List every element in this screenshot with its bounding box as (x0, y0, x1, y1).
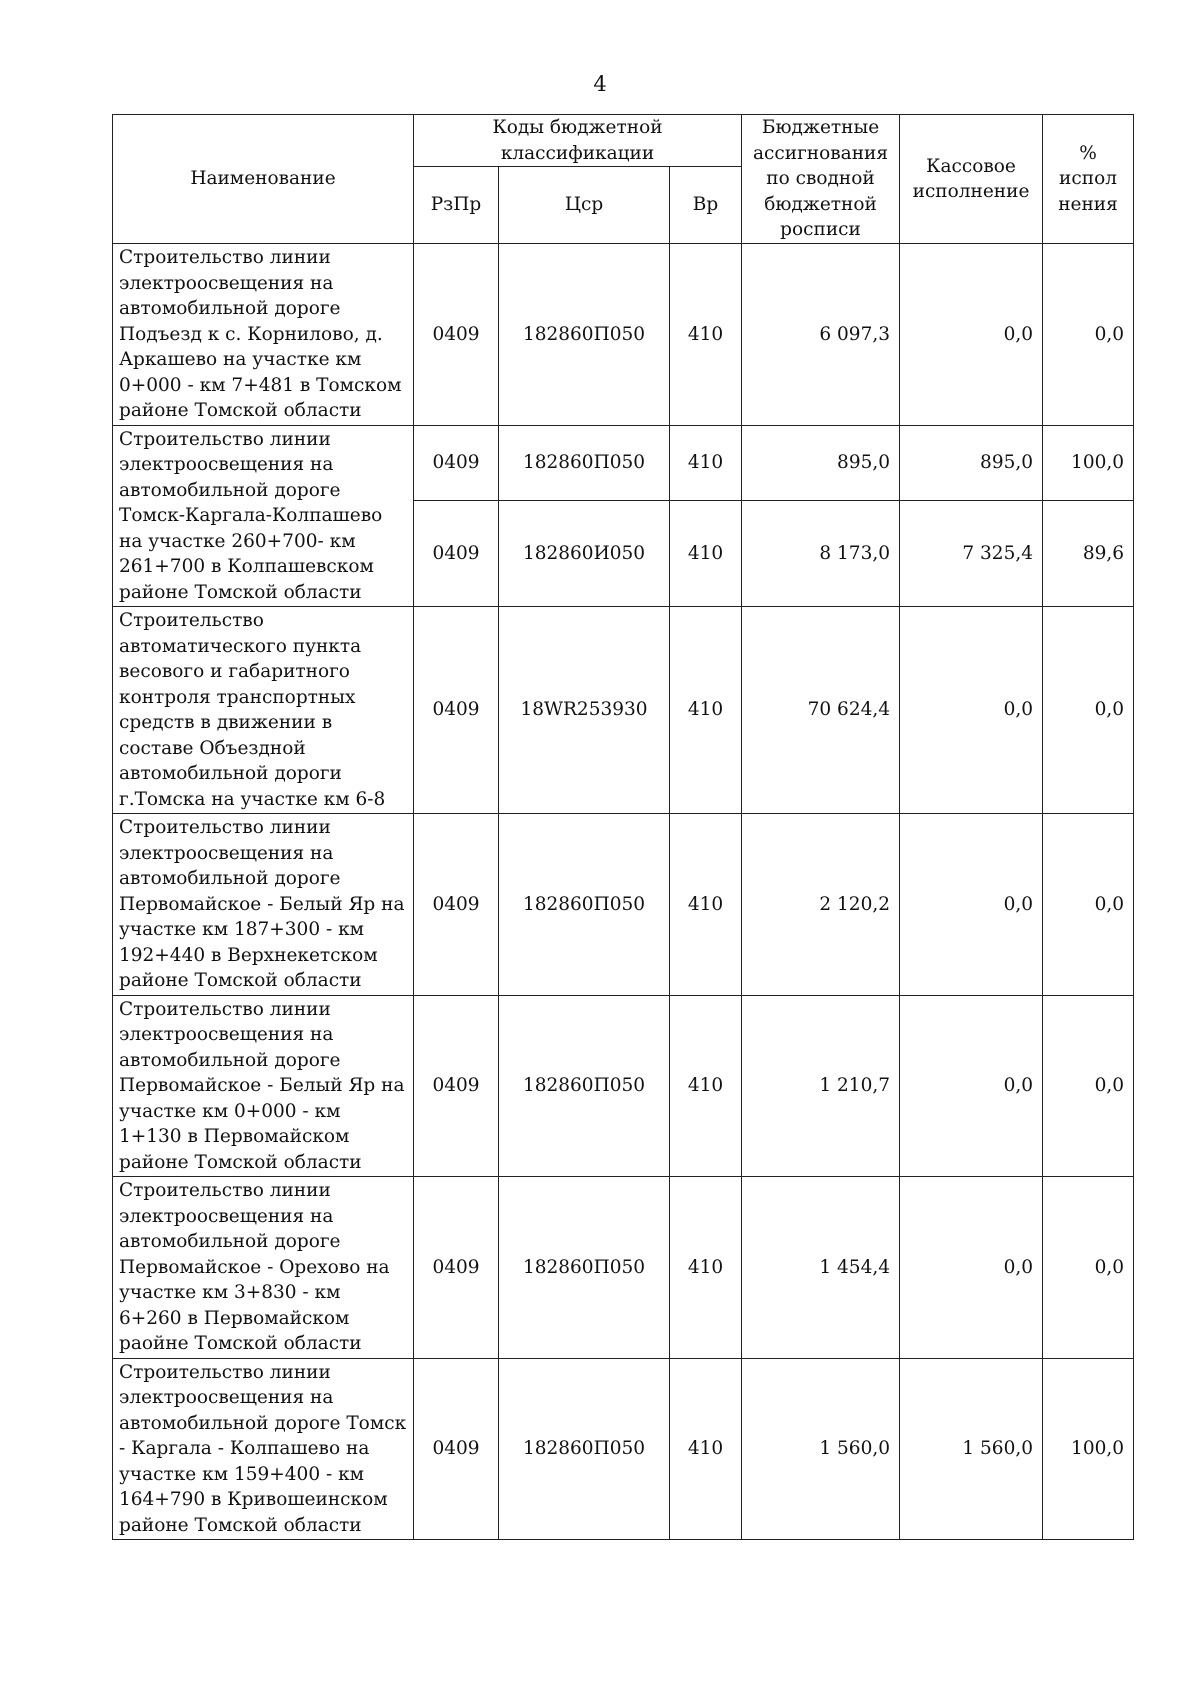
page-number: 4 (593, 72, 607, 96)
cell-vr: 410 (670, 425, 742, 500)
cell-csr: 182860П050 (499, 1177, 670, 1359)
header-percent: % испол нения (1043, 115, 1134, 244)
table-row (113, 814, 1134, 996)
cell-percent: 89,6 (1043, 500, 1134, 606)
cell-kassovoe: 1 560,0 (900, 1358, 1043, 1540)
cell-csr: 182860П050 (499, 995, 670, 1177)
cell-name: Строительство линии электроосвещения на автомобильной дороге Подъезд к с. Корнилово, д. Аркашево на участке км 0+000 - км 7+481 в Томском районе Томской области (113, 244, 414, 426)
cell-kassovoe: 0,0 (900, 607, 1043, 814)
cell-rzpr: 0409 (414, 244, 499, 426)
cell-rzpr: 0409 (414, 607, 499, 814)
cell-rzpr: 0409 (414, 995, 499, 1177)
cell-kassovoe: 0,0 (900, 244, 1043, 426)
budget-execution-table (112, 114, 1134, 1540)
header-csr: Цср (499, 167, 670, 244)
header-vr: Вр (670, 167, 742, 244)
header-kassovoe: Кассовое исполнение (900, 115, 1043, 244)
cell-budget: 895,0 (742, 425, 900, 500)
table-row (113, 607, 1134, 814)
table-header (113, 115, 1134, 244)
cell-percent: 0,0 (1043, 814, 1134, 996)
cell-name: Строительство линии электроосвещения на автомобильной дороге Первомайское - Белый Яр на участке км 187+300 - км 192+440 в Верхнекетском районе Томской области (113, 814, 414, 996)
cell-csr: 182860П050 (499, 1358, 670, 1540)
cell-kassovoe: 0,0 (900, 995, 1043, 1177)
table-row (113, 1177, 1134, 1359)
cell-rzpr: 0409 (414, 500, 499, 606)
cell-kassovoe: 7 325,4 (900, 500, 1043, 606)
cell-csr: 182860П050 (499, 244, 670, 426)
cell-vr: 410 (670, 500, 742, 606)
cell-vr: 410 (670, 995, 742, 1177)
cell-rzpr: 0409 (414, 1358, 499, 1540)
cell-csr: 182860И050 (499, 500, 670, 606)
table-row (113, 995, 1134, 1177)
cell-budget: 1 454,4 (742, 1177, 900, 1359)
cell-csr: 182860П050 (499, 425, 670, 500)
cell-rzpr: 0409 (414, 814, 499, 996)
table-row (113, 425, 1134, 500)
table-body (113, 244, 1134, 1540)
cell-budget: 6 097,3 (742, 244, 900, 426)
cell-percent: 100,0 (1043, 1358, 1134, 1540)
cell-csr: 182860П050 (499, 814, 670, 996)
cell-rzpr: 0409 (414, 425, 499, 500)
cell-percent: 0,0 (1043, 244, 1134, 426)
cell-budget: 70 624,4 (742, 607, 900, 814)
cell-kassovoe: 895,0 (900, 425, 1043, 500)
cell-name: Строительство линии электроосвещения на автомобильной дороге Первомайское - Орехово на участке км 3+830 - км 6+260 в Первомайском раойне Томской области (113, 1177, 414, 1359)
cell-percent: 0,0 (1043, 995, 1134, 1177)
cell-budget: 8 173,0 (742, 500, 900, 606)
cell-name: Строительство автоматического пункта весового и габаритного контроля транспортных средств в движении в составе Объездной автомобильной дороги г.Томска на участке км 6-8 (113, 607, 414, 814)
cell-budget: 1 210,7 (742, 995, 900, 1177)
header-codes-group: Коды бюджетной классификации (414, 115, 742, 167)
table-row (113, 244, 1134, 426)
cell-vr: 410 (670, 814, 742, 996)
cell-percent: 0,0 (1043, 607, 1134, 814)
header-name: Наименование (113, 115, 414, 244)
cell-name: Строительство линии электроосвещения на автомобильной дороге Томск-Каргала-Колпашево на участке 260+700- км 261+700 в Колпашевском районе Томской области (113, 425, 414, 607)
cell-budget: 1 560,0 (742, 1358, 900, 1540)
cell-vr: 410 (670, 244, 742, 426)
cell-csr: 18WR253930 (499, 607, 670, 814)
cell-budget: 2 120,2 (742, 814, 900, 996)
cell-percent: 0,0 (1043, 1177, 1134, 1359)
cell-name: Строительство линии электроосвещения на автомобильной дороге Томск - Каргала - Колпашево на участке км 159+400 - км 164+790 в Кривошеинском районе Томской области (113, 1358, 414, 1540)
cell-rzpr: 0409 (414, 1177, 499, 1359)
header-rzpr: РзПр (414, 167, 499, 244)
table-row (113, 1358, 1134, 1540)
cell-vr: 410 (670, 1358, 742, 1540)
cell-kassovoe: 0,0 (900, 1177, 1043, 1359)
cell-kassovoe: 0,0 (900, 814, 1043, 996)
cell-percent: 100,0 (1043, 425, 1134, 500)
cell-vr: 410 (670, 607, 742, 814)
header-budget: Бюджетные ассигнования по сводной бюджетной росписи (742, 115, 900, 244)
cell-name: Строительство линии электроосвещения на автомобильной дороге Первомайское - Белый Яр на участке км 0+000 - км 1+130 в Первомайском районе Томской области (113, 995, 414, 1177)
cell-vr: 410 (670, 1177, 742, 1359)
